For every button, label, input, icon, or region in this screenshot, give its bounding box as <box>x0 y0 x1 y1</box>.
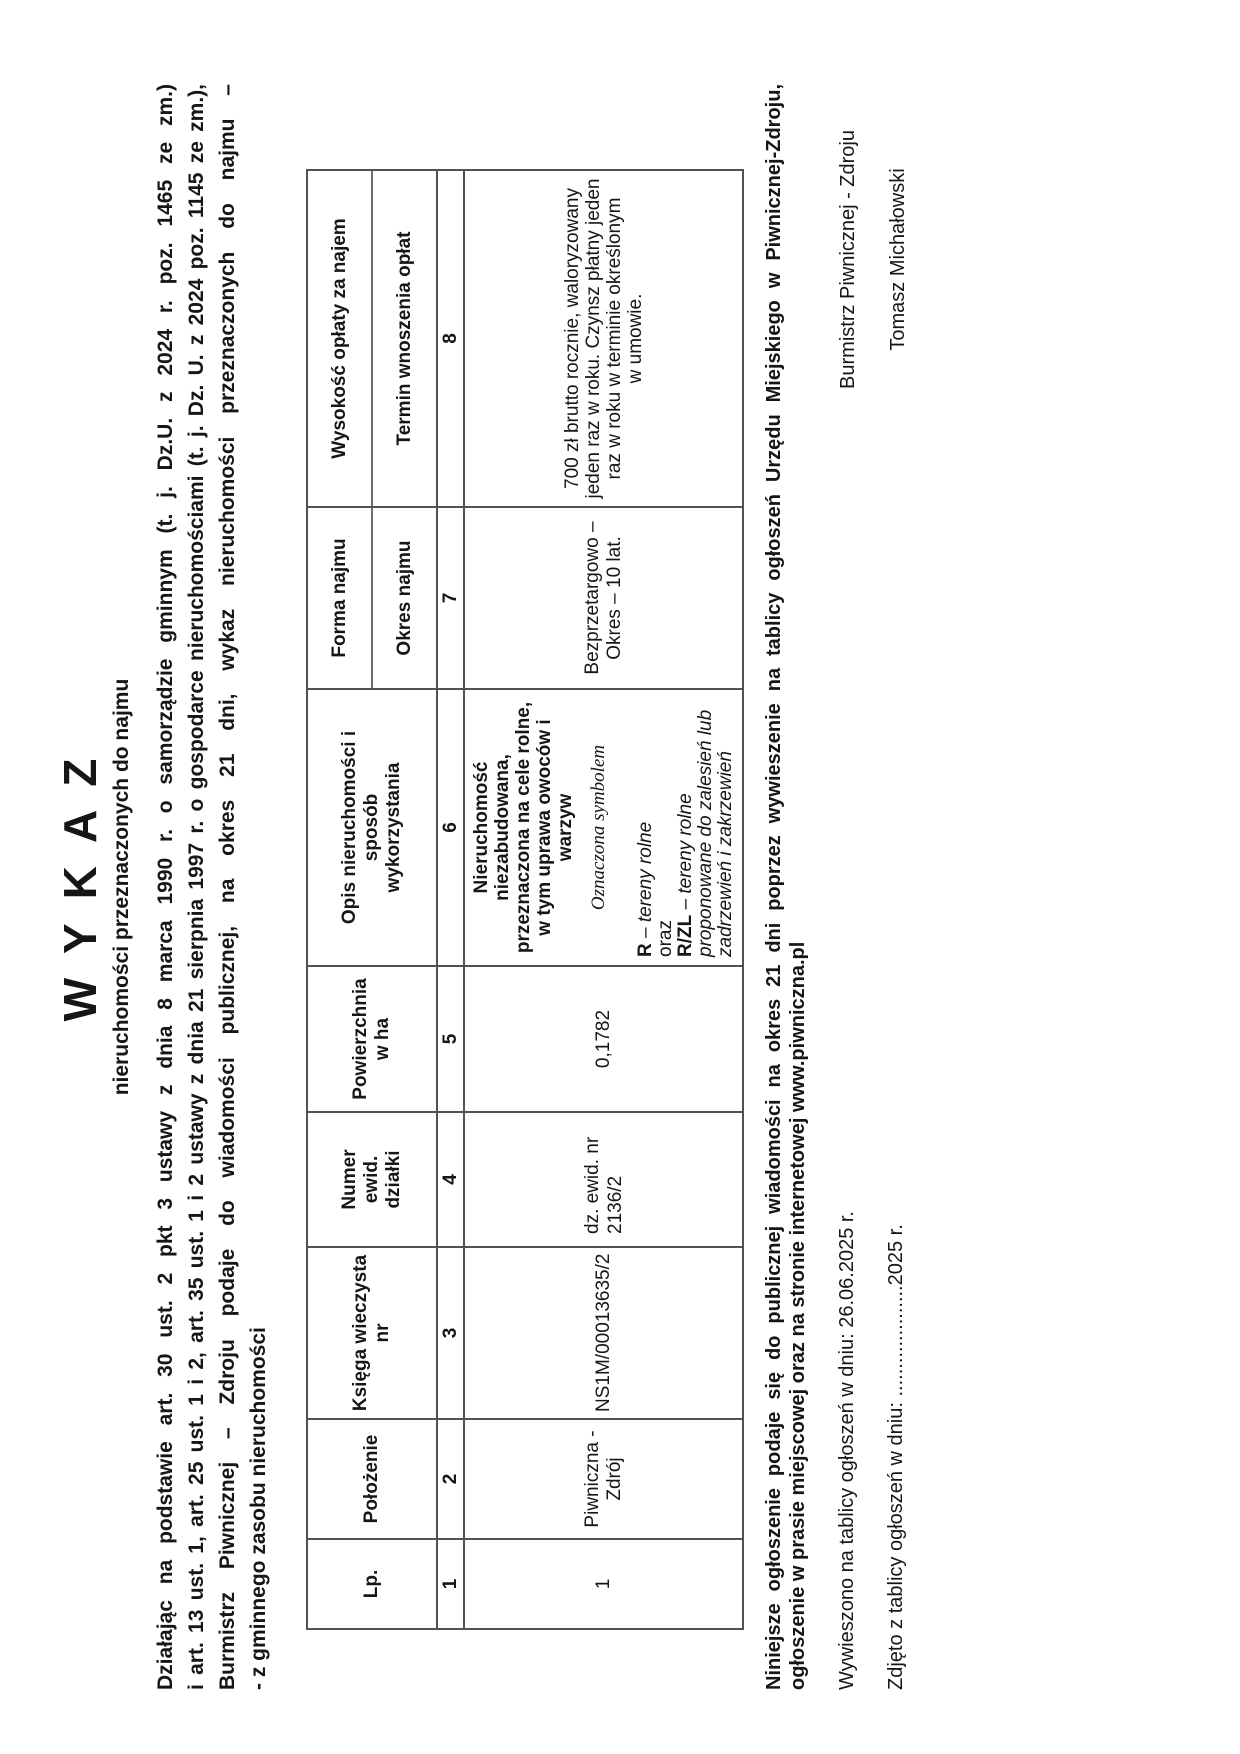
cell-lp: 1 <box>464 1539 743 1629</box>
col-header-wysokosc: Wysokość opłaty za najem <box>328 218 350 459</box>
signature-title: Burmistrz Piwnicznej - Zdroju <box>837 130 859 389</box>
opis-bold-line2: niezabudowana, <box>492 754 513 901</box>
col-header-opis-line1: Opis nieruchomości i sposób <box>339 730 382 925</box>
col-header-powierzchnia-line1: Powierzchnia <box>350 978 371 1100</box>
public-notice-line2: ogłoszenie w prasie miejscowej oraz na stronie internetowej www.piwniczna.pl <box>787 941 809 1690</box>
public-notice-line1: Niniejsze ogłoszenie podaje się do publicznej wiadomości na okres 21 dni poprzez wywieszenie na tablicy ogłoszeń Urzędu Miejskiego w Piwnicznej-Zdroju, <box>763 84 785 1690</box>
col-header-opis <box>307 689 437 966</box>
cell-oplata-line4: w umowie. <box>624 293 646 384</box>
opis-symbol-note: Oznaczona symbolem <box>588 744 609 911</box>
cell-polozenie-line1: Piwniczna - <box>581 1430 603 1528</box>
col-header-ksiega-line2: nr <box>372 1323 393 1343</box>
posted-date-line: Wywieszono na tablicy ogłoszeń w dniu: 26.06.2025 r. <box>836 1211 858 1690</box>
property-table <box>306 169 744 1630</box>
symbol-r: R <box>635 943 656 957</box>
col-header-wysokosc-termin <box>307 170 437 507</box>
opis-bold-line1: Nieruchomość <box>471 761 492 894</box>
table-header-row <box>307 170 437 1629</box>
symbol-rzl: R/ZL <box>675 914 696 957</box>
cell-powierzchnia: 0,1782 <box>464 966 743 1112</box>
signature-block <box>836 130 936 389</box>
col-header-ksiega <box>307 1247 437 1419</box>
opis-legend-r-line <box>636 698 656 957</box>
intro-line-2: i art. 13 ust. 1, art. 25 ust. 1 i 2, art. 35 ust. 1 i 2 ustawy z dnia 21 sierpnia 1997 r. o gospodarce nieruchomościami (t. j. Dz. U. z 2024 poz. 1145 ze zm.), <box>185 84 208 1690</box>
cell-polozenie-line2: Zdrój <box>603 1457 625 1501</box>
column-number-2: 2 <box>437 1419 464 1539</box>
cell-forma-line2: Okres – 10 lat. <box>603 536 625 660</box>
opis-bold-line4: w tym uprawa owoców i <box>534 719 555 936</box>
intro-line-4: - z gminnego zasobu nieruchomości <box>247 1327 270 1690</box>
col-header-powierzchnia <box>307 966 437 1112</box>
page-title: W Y K A Z <box>54 752 106 1022</box>
cell-forma-najmu <box>464 507 743 689</box>
column-number-4: 4 <box>437 1112 464 1247</box>
cell-opis <box>464 689 743 966</box>
col-header-forma: Forma najmu <box>328 538 350 658</box>
public-notice <box>762 84 810 1690</box>
col-header-numer-line1: Numer <box>339 1149 360 1210</box>
posting-dates <box>836 1211 936 1690</box>
column-number-8: 8 <box>437 170 464 507</box>
opis-legend-rzl-line <box>676 698 696 957</box>
cell-oplata <box>464 170 743 507</box>
col-header-lp: Lp. <box>307 1539 437 1629</box>
col-header-numer <box>307 1112 437 1247</box>
col-header-okres: Okres najmu <box>371 508 436 688</box>
column-number-7: 7 <box>437 507 464 689</box>
col-header-termin: Termin wnoszenia opłat <box>371 171 436 506</box>
cell-oplata-line2: jeden raz w roku. Czynsz płatny jeden <box>582 178 604 499</box>
cell-oplata-line3: raz w roku w terminie określonym <box>603 197 625 480</box>
opis-legend-rzl-line3: zadrzewień i zakrzewień <box>715 751 736 957</box>
opis-legend-oraz: oraz <box>655 920 676 957</box>
removed-date-line: Zdjęto z tablicy ogłoszeń w dniu: ....................2025 r. <box>885 1224 907 1690</box>
column-number-6: 6 <box>437 689 464 966</box>
opis-bold-line5: warzyw <box>555 793 576 862</box>
page-subtitle: nieruchomości przeznaczonych do najmu <box>110 678 133 1096</box>
cell-ksiega: NS1M/00013635/2 <box>464 1247 743 1419</box>
opis-bold-block <box>471 698 576 957</box>
opis-legend <box>636 698 738 957</box>
cell-forma-line1: Bezprzetargowo – <box>581 521 603 675</box>
cell-numer-line2: 2136/2 <box>604 1175 626 1234</box>
opis-bold-line3: przeznaczona na cele rolne, <box>513 701 534 954</box>
intro-paragraph <box>150 84 274 1690</box>
col-header-numer-line3: działki <box>383 1150 404 1209</box>
bottom-row <box>836 84 936 1690</box>
symbol-rzl-desc: – tereny rolne <box>675 793 696 915</box>
column-number-row <box>437 170 464 1629</box>
table-row <box>464 170 743 1629</box>
col-header-ksiega-line1: Księga wieczysta <box>350 1254 371 1412</box>
symbol-r-desc: – tereny rolne <box>635 821 656 944</box>
cell-numer <box>464 1112 743 1247</box>
intro-line-3: Burmistrz Piwnicznej – Zdroju podaje do wiadomości publicznej, na okres 21 dni, wykaz nieruchomości przeznaczonych do najmu – <box>216 84 239 1690</box>
opis-legend-rzl-line2: proponowane do zalesień lub <box>695 709 716 957</box>
col-header-numer-line2: ewid. <box>361 1155 382 1204</box>
signature-name: Tomasz Michałowski <box>887 168 909 351</box>
col-header-opis-line2: wykorzystania <box>383 762 404 893</box>
column-number-5: 5 <box>437 966 464 1112</box>
col-header-polozenie: Położenie <box>307 1419 437 1539</box>
column-number-3: 3 <box>437 1247 464 1419</box>
cell-numer-line1: dz. ewid. nr <box>581 1136 603 1234</box>
cell-polozenie <box>464 1419 743 1539</box>
cell-oplata-line1: 700 zł brutto rocznie, waloryzowany <box>561 188 583 489</box>
intro-line-1: Działając na podstawie art. 30 ust. 2 pkt 3 ustawy z dnia 8 marca 1990 r. o samorządzie gminnym (t. j. Dz.U. z 2024 r. poz. 1465 ze zm.) <box>154 84 177 1690</box>
column-number-1: 1 <box>437 1539 464 1629</box>
col-header-powierzchnia-line2: w ha <box>372 1017 393 1061</box>
col-header-forma-okres <box>307 507 437 689</box>
